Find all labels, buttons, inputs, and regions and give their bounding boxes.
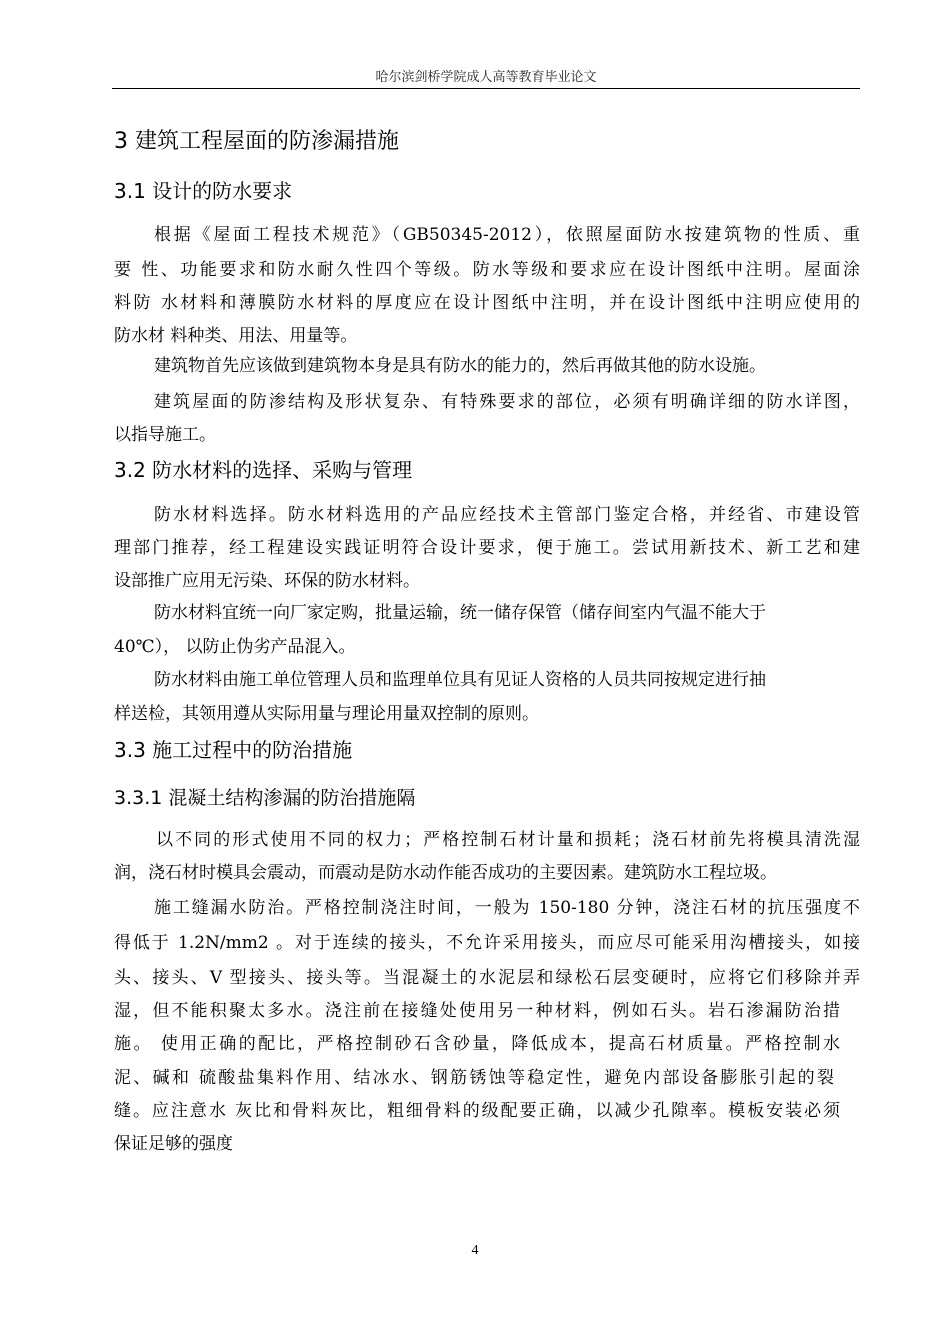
para-3-3-1-1-line-2: 润，浇石材时模具会震动，而震动是防水动作能否成功的主要因素。建筑防水工程垃圾。 <box>114 863 777 883</box>
para-3-3-1-2-line-3: 头、接头、V 型接头、接头等。当混凝土的水泥层和绿松石层变硬时，应将它们移除并弄 <box>114 968 860 988</box>
para-3-2-3-line-1: 防水材料由施工单位管理人员和监理单位具有见证人资格的人员共同按规定进行抽 <box>154 670 766 690</box>
para-3-1-1-line-1: 根据《屋面工程技术规范》（GB50345-2012），依照屋面防水按建筑物的性质、重 <box>154 225 860 245</box>
para-3-3-1-2-line-7: 缝。应注意水 灰比和骨料灰比，粗细骨料的级配要正确，以减少孔隙率。模板安装必须 <box>114 1101 840 1121</box>
para-3-1-1-line-2: 要 性、功能要求和防水耐久性四个等级。防水等级和要求应在设计图纸中注明。屋面涂 <box>114 260 860 280</box>
header-rule <box>112 88 860 89</box>
para-3-2-3-line-2: 样送检，其领用遵从实际用量与理论用量双控制的原则。 <box>114 704 539 724</box>
para-3-3-1-2-line-8: 保证足够的强度 <box>114 1134 233 1154</box>
para-3-2-2-line-1: 防水材料宜统一向厂家定购，批量运输，统一储存保管（储存间室内气温不能大于 <box>154 603 766 623</box>
para-3-1-3-line-2: 以指导施工。 <box>114 425 216 445</box>
section-3-3-title: 3.3 施工过程中的防治措施 <box>114 738 353 762</box>
para-3-1-3-line-1: 建筑屋面的防渗结构及形状复杂、有特殊要求的部位，必须有明确详细的防水详图， <box>154 392 860 412</box>
para-3-3-1-2-line-2: 得低于 1.2N/mm2 。对于连续的接头，不允许采用接头，而应尽可能采用沟槽接头，如接 <box>114 933 860 953</box>
page-number: 4 <box>471 1243 479 1258</box>
para-3-3-1-1-line-1: 以不同的形式使用不同的权力；严格控制石材计量和损耗；浇石材前先将模具清洗湿 <box>156 830 860 850</box>
para-3-2-2-line-2: 40℃）， 以防止伪劣产品混入。 <box>114 637 356 657</box>
para-3-2-1-line-2: 理部门推荐，经工程建设实践证明符合设计要求，便于施工。尝试用新技术、新工艺和建 <box>114 538 860 558</box>
para-3-1-1-line-4: 防水材 料种类、用法、用量等。 <box>114 326 358 346</box>
para-3-3-1-2-line-1: 施工缝漏水防治。严格控制浇注时间，一般为 150-180 分钟，浇注石材的抗压强度不 <box>154 898 860 918</box>
section-3-3-1-title: 3.3.1 混凝土结构渗漏的防治措施隔 <box>114 787 416 809</box>
para-3-1-2-line-1: 建筑物首先应该做到建筑物本身是具有防水的能力的，然后再做其他的防水设施。 <box>154 356 766 376</box>
section-3-1-title: 3.1 设计的防水要求 <box>114 179 293 203</box>
section-3-2-title: 3.2 防水材料的选择、采购与管理 <box>114 458 413 482</box>
para-3-3-1-2-line-6: 泥、碱和 硫酸盐集料作用、结冰水、钢筋锈蚀等稳定性，避免内部设备膨胀引起的裂 <box>114 1068 834 1088</box>
running-header: 哈尔滨剑桥学院成人高等教育毕业论文 <box>375 70 597 85</box>
para-3-3-1-2-line-4: 湿，但不能积聚太多水。浇注前在接缝处使用另一种材料，例如石头。岩石渗漏防治措 <box>114 1001 840 1021</box>
para-3-2-1-line-3: 设部推广应用无污染、环保的防水材料。 <box>114 571 420 591</box>
para-3-2-1-line-1: 防水材料选择。防水材料选用的产品应经技术主管部门鉴定合格，并经省、市建设管 <box>154 505 860 525</box>
chapter-title: 3 建筑工程屋面的防渗漏措施 <box>114 129 399 154</box>
para-3-1-1-line-3: 料防 水材料和薄膜防水材料的厚度应在设计图纸中注明，并在设计图纸中注明应使用的 <box>114 293 860 313</box>
para-3-3-1-2-line-5: 施。 使用正确的配比，严格控制砂石含砂量，降低成本，提高石材质量。严格控制水 <box>114 1034 840 1054</box>
